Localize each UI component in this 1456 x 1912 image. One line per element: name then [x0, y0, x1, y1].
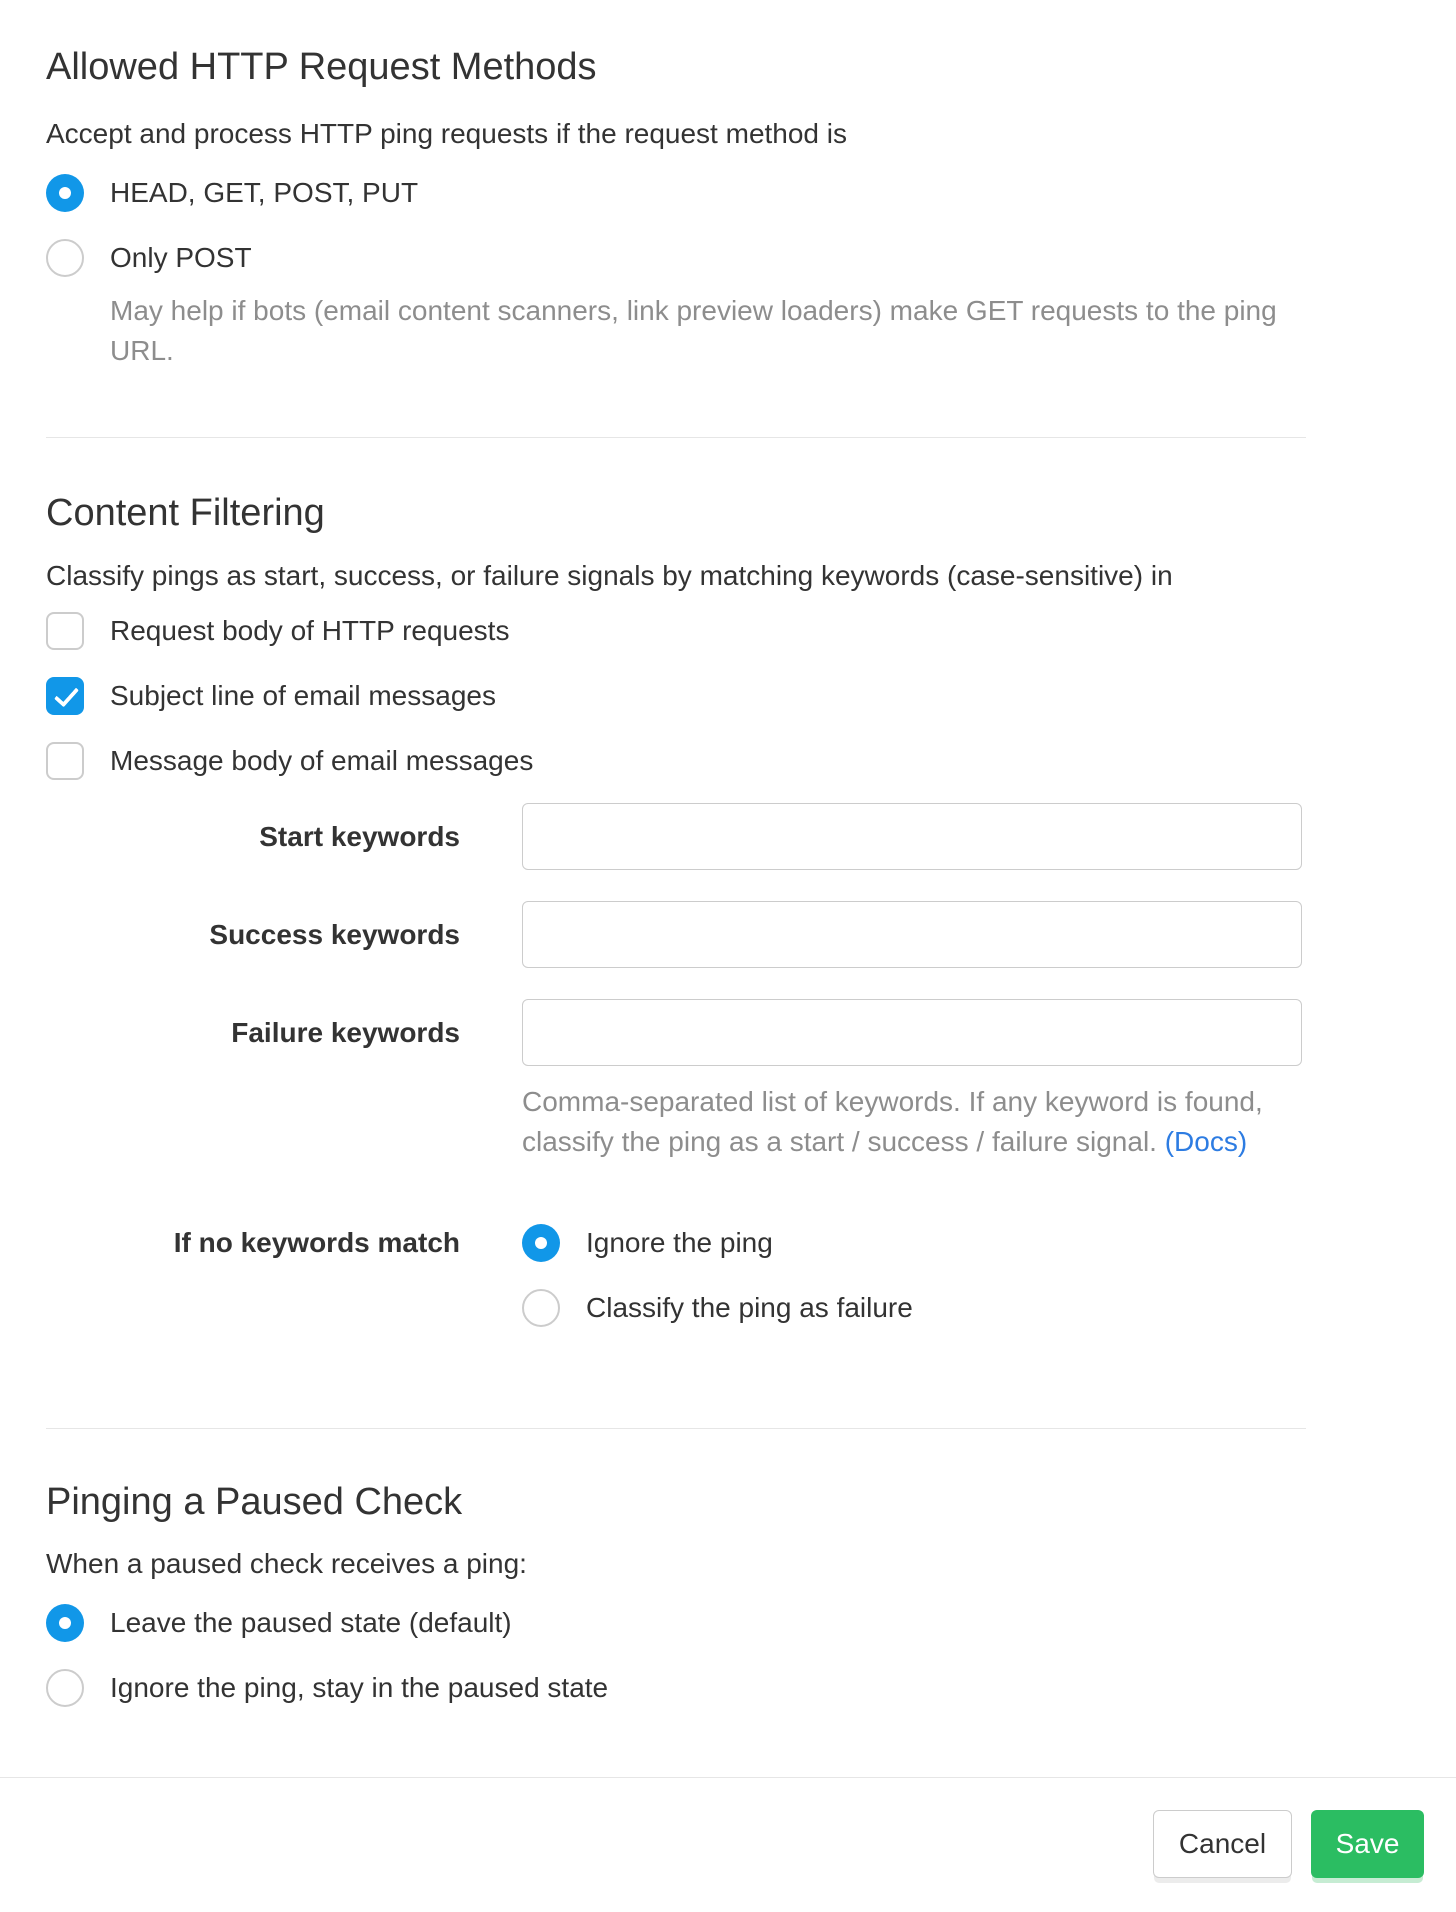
no-keywords-match-label: If no keywords match: [173, 1227, 460, 1258]
failure-keywords-label: Failure keywords: [231, 1016, 460, 1048]
content-filtering-description: Classify pings as start, success, or failure signals by matching keywords (case-sensitive) in: [46, 560, 1173, 591]
section-divider: [46, 437, 1306, 438]
failure-keywords-input[interactable]: [522, 999, 1302, 1066]
failure-keywords-row: [46, 999, 1306, 1066]
keywords-help-text: [522, 1082, 1306, 1162]
content-filtering-checkboxes: [46, 612, 1306, 780]
only-post-help-text: May help if bots (email content scanners, link preview loaders) make GET requests to the ping URL.: [110, 295, 1277, 366]
option-label-leave-paused-state[interactable]: Leave the paused state (default): [110, 1607, 512, 1638]
save-button[interactable]: Save: [1311, 1810, 1424, 1878]
option-leave-paused-state[interactable]: [46, 1604, 1306, 1642]
checkbox-request-body[interactable]: [46, 612, 84, 650]
option-request-body[interactable]: [46, 612, 1306, 650]
option-subject-line[interactable]: [46, 677, 1306, 715]
radio-leave-paused-state[interactable]: [46, 1604, 84, 1642]
option-label-only-post[interactable]: Only POST: [110, 242, 252, 273]
section-divider: [46, 1428, 1306, 1429]
section-title-http-methods: Allowed HTTP Request Methods: [46, 46, 597, 88]
http-methods-description: Accept and process HTTP ping requests if the request method is: [46, 118, 848, 149]
radio-stay-paused[interactable]: [46, 1669, 84, 1707]
option-classify-as-failure[interactable]: [522, 1289, 913, 1327]
option-label-classify-as-failure[interactable]: Classify the ping as failure: [586, 1292, 913, 1323]
radio-ignore-the-ping[interactable]: [522, 1224, 560, 1262]
http-methods-options: [46, 174, 1306, 371]
start-keywords-input[interactable]: [522, 803, 1302, 870]
checkbox-subject-line[interactable]: [46, 677, 84, 715]
success-keywords-label: Success keywords: [209, 918, 460, 950]
option-message-body[interactable]: [46, 742, 1306, 780]
keyword-fields: [46, 803, 1306, 1327]
option-stay-paused[interactable]: [46, 1669, 1306, 1707]
option-ignore-the-ping[interactable]: [522, 1224, 913, 1262]
docs-link[interactable]: (Docs): [1164, 1126, 1248, 1157]
checkbox-message-body[interactable]: [46, 742, 84, 780]
radio-classify-as-failure[interactable]: [522, 1289, 560, 1327]
option-label-head-get-post-put[interactable]: HEAD, GET, POST, PUT: [110, 177, 419, 208]
radio-only-post[interactable]: [46, 239, 84, 277]
option-label-message-body[interactable]: Message body of email messages: [110, 745, 534, 776]
paused-check-description: When a paused check receives a ping:: [46, 1548, 527, 1579]
option-label-ignore-the-ping[interactable]: Ignore the ping: [586, 1227, 773, 1258]
radio-head-get-post-put[interactable]: [46, 174, 84, 212]
option-label-stay-paused[interactable]: Ignore the ping, stay in the paused state: [110, 1672, 609, 1703]
no-keywords-match-row: [46, 1224, 1306, 1327]
keywords-help-line1: Comma-separated list of keywords. If any keyword is found,: [522, 1086, 1263, 1117]
section-title-content-filtering: Content Filtering: [46, 492, 325, 534]
option-head-get-post-put[interactable]: [46, 174, 1306, 212]
keywords-help-line2: classify the ping as a start / success / failure signal.: [522, 1126, 1157, 1157]
section-title-paused-check: Pinging a Paused Check: [46, 1481, 463, 1523]
start-keywords-row: [46, 803, 1306, 870]
option-only-post[interactable]: [46, 239, 1306, 277]
start-keywords-label: Start keywords: [259, 820, 460, 852]
success-keywords-input[interactable]: [522, 901, 1302, 968]
option-label-request-body[interactable]: Request body of HTTP requests: [110, 615, 510, 646]
paused-check-options: [46, 1604, 1306, 1707]
success-keywords-row: [46, 901, 1306, 968]
cancel-button[interactable]: Cancel: [1153, 1810, 1292, 1878]
footer-divider: [0, 1777, 1456, 1778]
option-label-subject-line[interactable]: Subject line of email messages: [110, 680, 496, 711]
settings-page: [0, 44, 1456, 1707]
